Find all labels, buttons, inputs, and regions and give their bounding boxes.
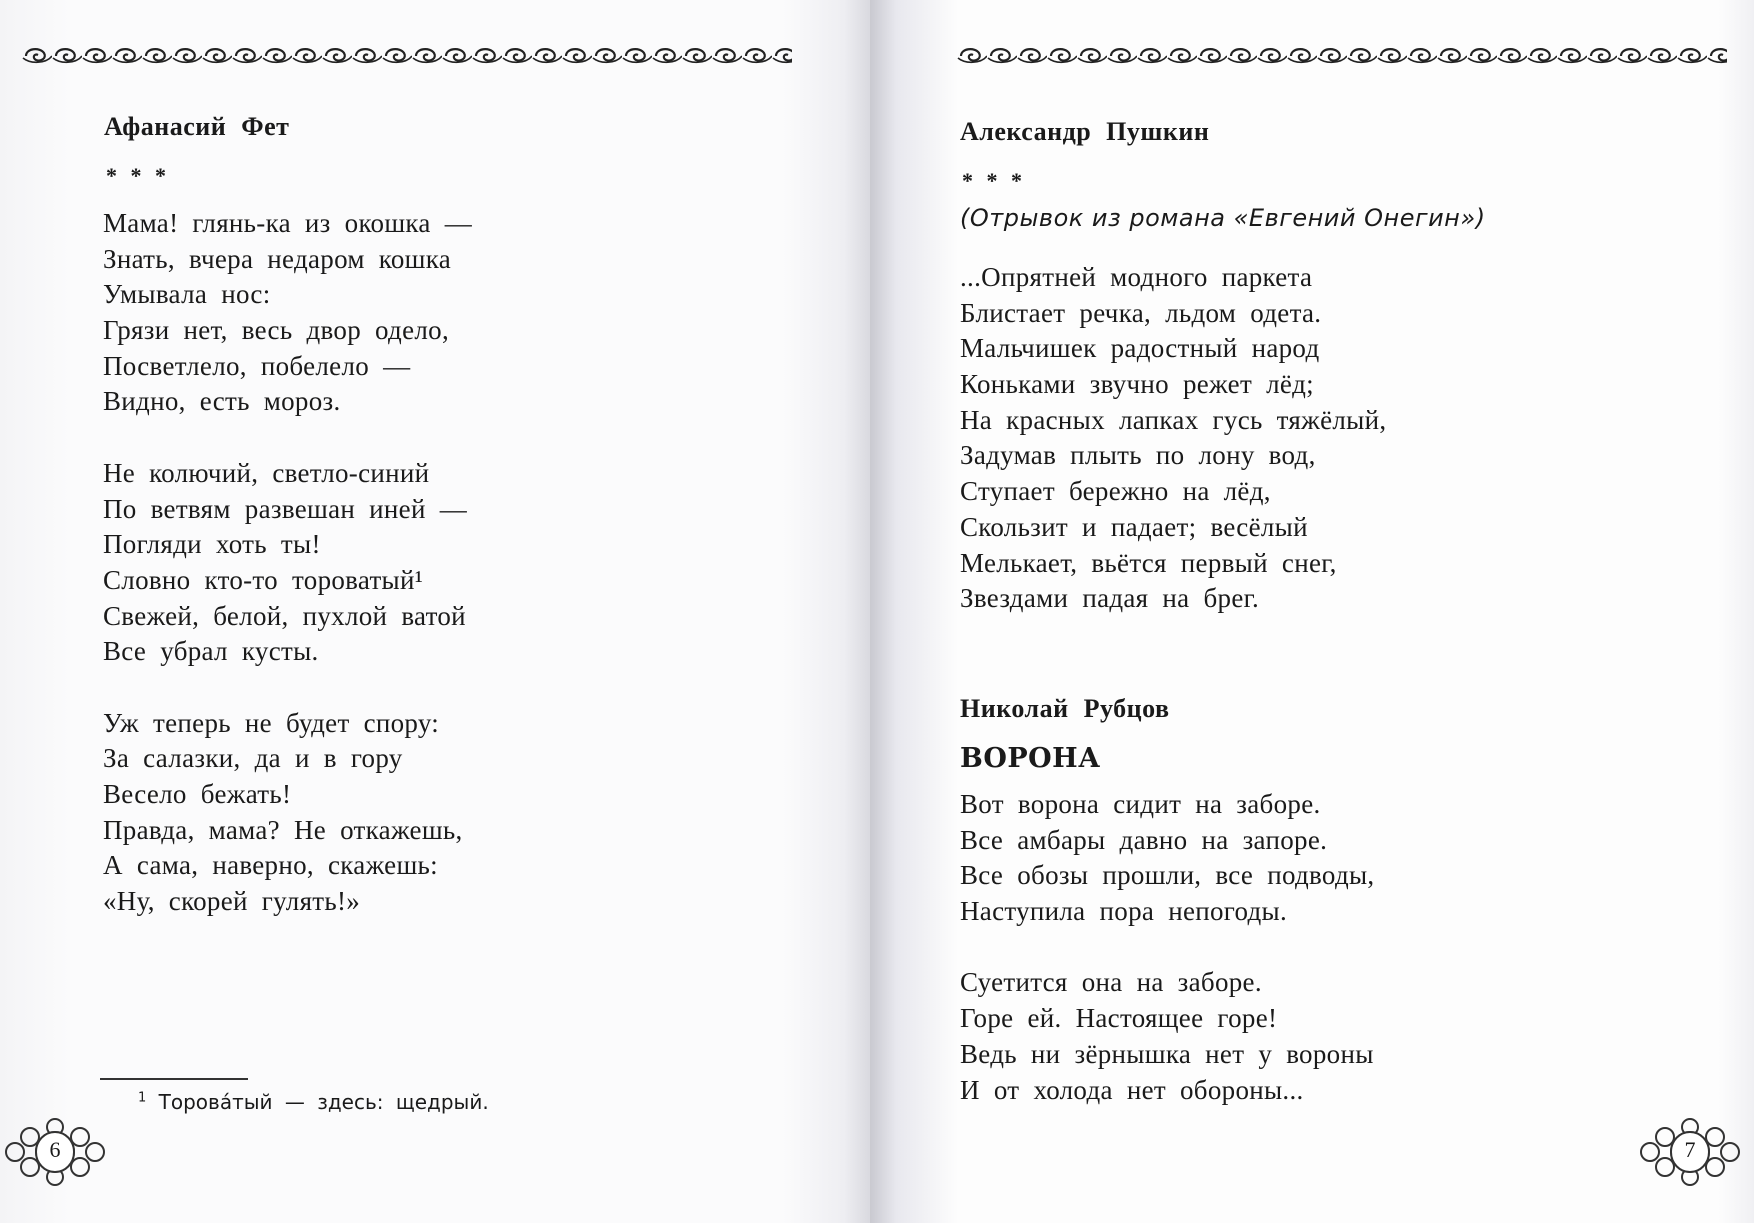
poem-line: Свежей, белой, пухлой ватой (103, 600, 466, 631)
footnote-mark: 1 (138, 1090, 147, 1106)
ornament-border-top (22, 44, 792, 66)
poem-line: Видно, есть мороз. (103, 386, 341, 417)
page-number-7 (1635, 1117, 1745, 1187)
poem-line: Погляди хоть ты! (103, 529, 321, 560)
stanza-break (960, 930, 1374, 966)
poem-line: Правда, мама? Не откажешь, (103, 814, 463, 845)
footnote-text: Торова́тый — здесь: щедрый. (158, 1090, 489, 1114)
poem-line: И от холода нет обороны... (960, 1074, 1304, 1105)
poem-subtitle: (Отрывок из романа «Евгений Онегин») (960, 204, 1486, 232)
page-number-text: 6 (49, 1137, 61, 1162)
poem-line: Все обозы прошли, все подводы, (960, 860, 1375, 891)
poem-text-pushkin (960, 260, 1386, 617)
poem-stars: * * * (106, 163, 170, 188)
poem-text (103, 206, 472, 920)
poem-line: Посветлело, побелело — (103, 350, 411, 381)
poem-author-pushkin: Александр Пушкин (960, 117, 1210, 146)
poem-line: Суетится она на заборе. (960, 967, 1262, 998)
poem-line: ...Опрятней модного паркета (960, 262, 1313, 292)
poem-line: Задумав плыть по лону вод, (960, 440, 1316, 471)
poem-line: Ступает бережно на лёд, (960, 476, 1271, 507)
poem-author: Афанасий Фет (104, 112, 290, 141)
poem-line: Весело бежать! (103, 779, 292, 809)
poem-line: Мальчишек радостный народ (960, 333, 1320, 364)
right-page (870, 0, 1754, 1223)
left-page (0, 0, 870, 1223)
poem-text-rubtsov (960, 787, 1374, 1108)
poem-line: Мама! глянь-ка из окошка — (103, 208, 473, 238)
stanza-break (103, 420, 472, 456)
poem-line: Коньками звучно режет лёд; (960, 369, 1314, 400)
poem-line: Уж теперь не будет спору: (103, 707, 440, 738)
poem-line: Все убрал кусты. (103, 636, 319, 667)
page-number-6 (0, 1117, 110, 1187)
stanza-break (103, 670, 472, 706)
page-number-text: 7 (1684, 1137, 1696, 1162)
footnote-rule (100, 1078, 248, 1080)
poem-line: Горе ей. Настоящее горе! (960, 1003, 1278, 1034)
poem-line: «Ну, скорей гулять!» (103, 886, 361, 917)
poem-line: Умывала нос: (103, 279, 271, 310)
poem-title: ВОРОНА (960, 743, 1101, 774)
ornament-border-top (957, 44, 1727, 66)
poem-line: Словно кто-то тороватый¹ (103, 564, 424, 595)
poem-line: Мелькает, вьётся первый снег, (960, 547, 1337, 578)
poem-line: Вот ворона сидит на заборе. (960, 789, 1321, 819)
poem-line: По ветвям развешан иней — (103, 493, 468, 524)
poem-line: Скользит и падает; весёлый (960, 511, 1308, 542)
poem-line: Все амбары давно на запоре. (960, 824, 1328, 855)
poem-line: Ведь ни зёрнышка нет у вороны (960, 1038, 1374, 1069)
poem-line: На красных лапках гусь тяжёлый, (960, 404, 1387, 435)
poem-line: За салазки, да и в гору (103, 743, 403, 774)
poem-line: Знать, вчера недаром кошка (103, 243, 452, 274)
footnote (138, 1090, 489, 1114)
poem-line: Блистает речка, льдом одета. (960, 297, 1322, 328)
poem-line: Грязи нет, весь двор одело, (103, 315, 450, 346)
poem-line: А сама, наверно, скажешь: (103, 850, 438, 881)
poem-line: Наступила пора непогоды. (960, 896, 1288, 927)
poem-line: Не колючий, светло-синий (103, 457, 430, 488)
poem-author-rubtsov: Николай Рубцов (960, 694, 1170, 723)
poem-stars: * * * (962, 168, 1026, 193)
poem-line: Звездами падая на брег. (960, 583, 1260, 614)
